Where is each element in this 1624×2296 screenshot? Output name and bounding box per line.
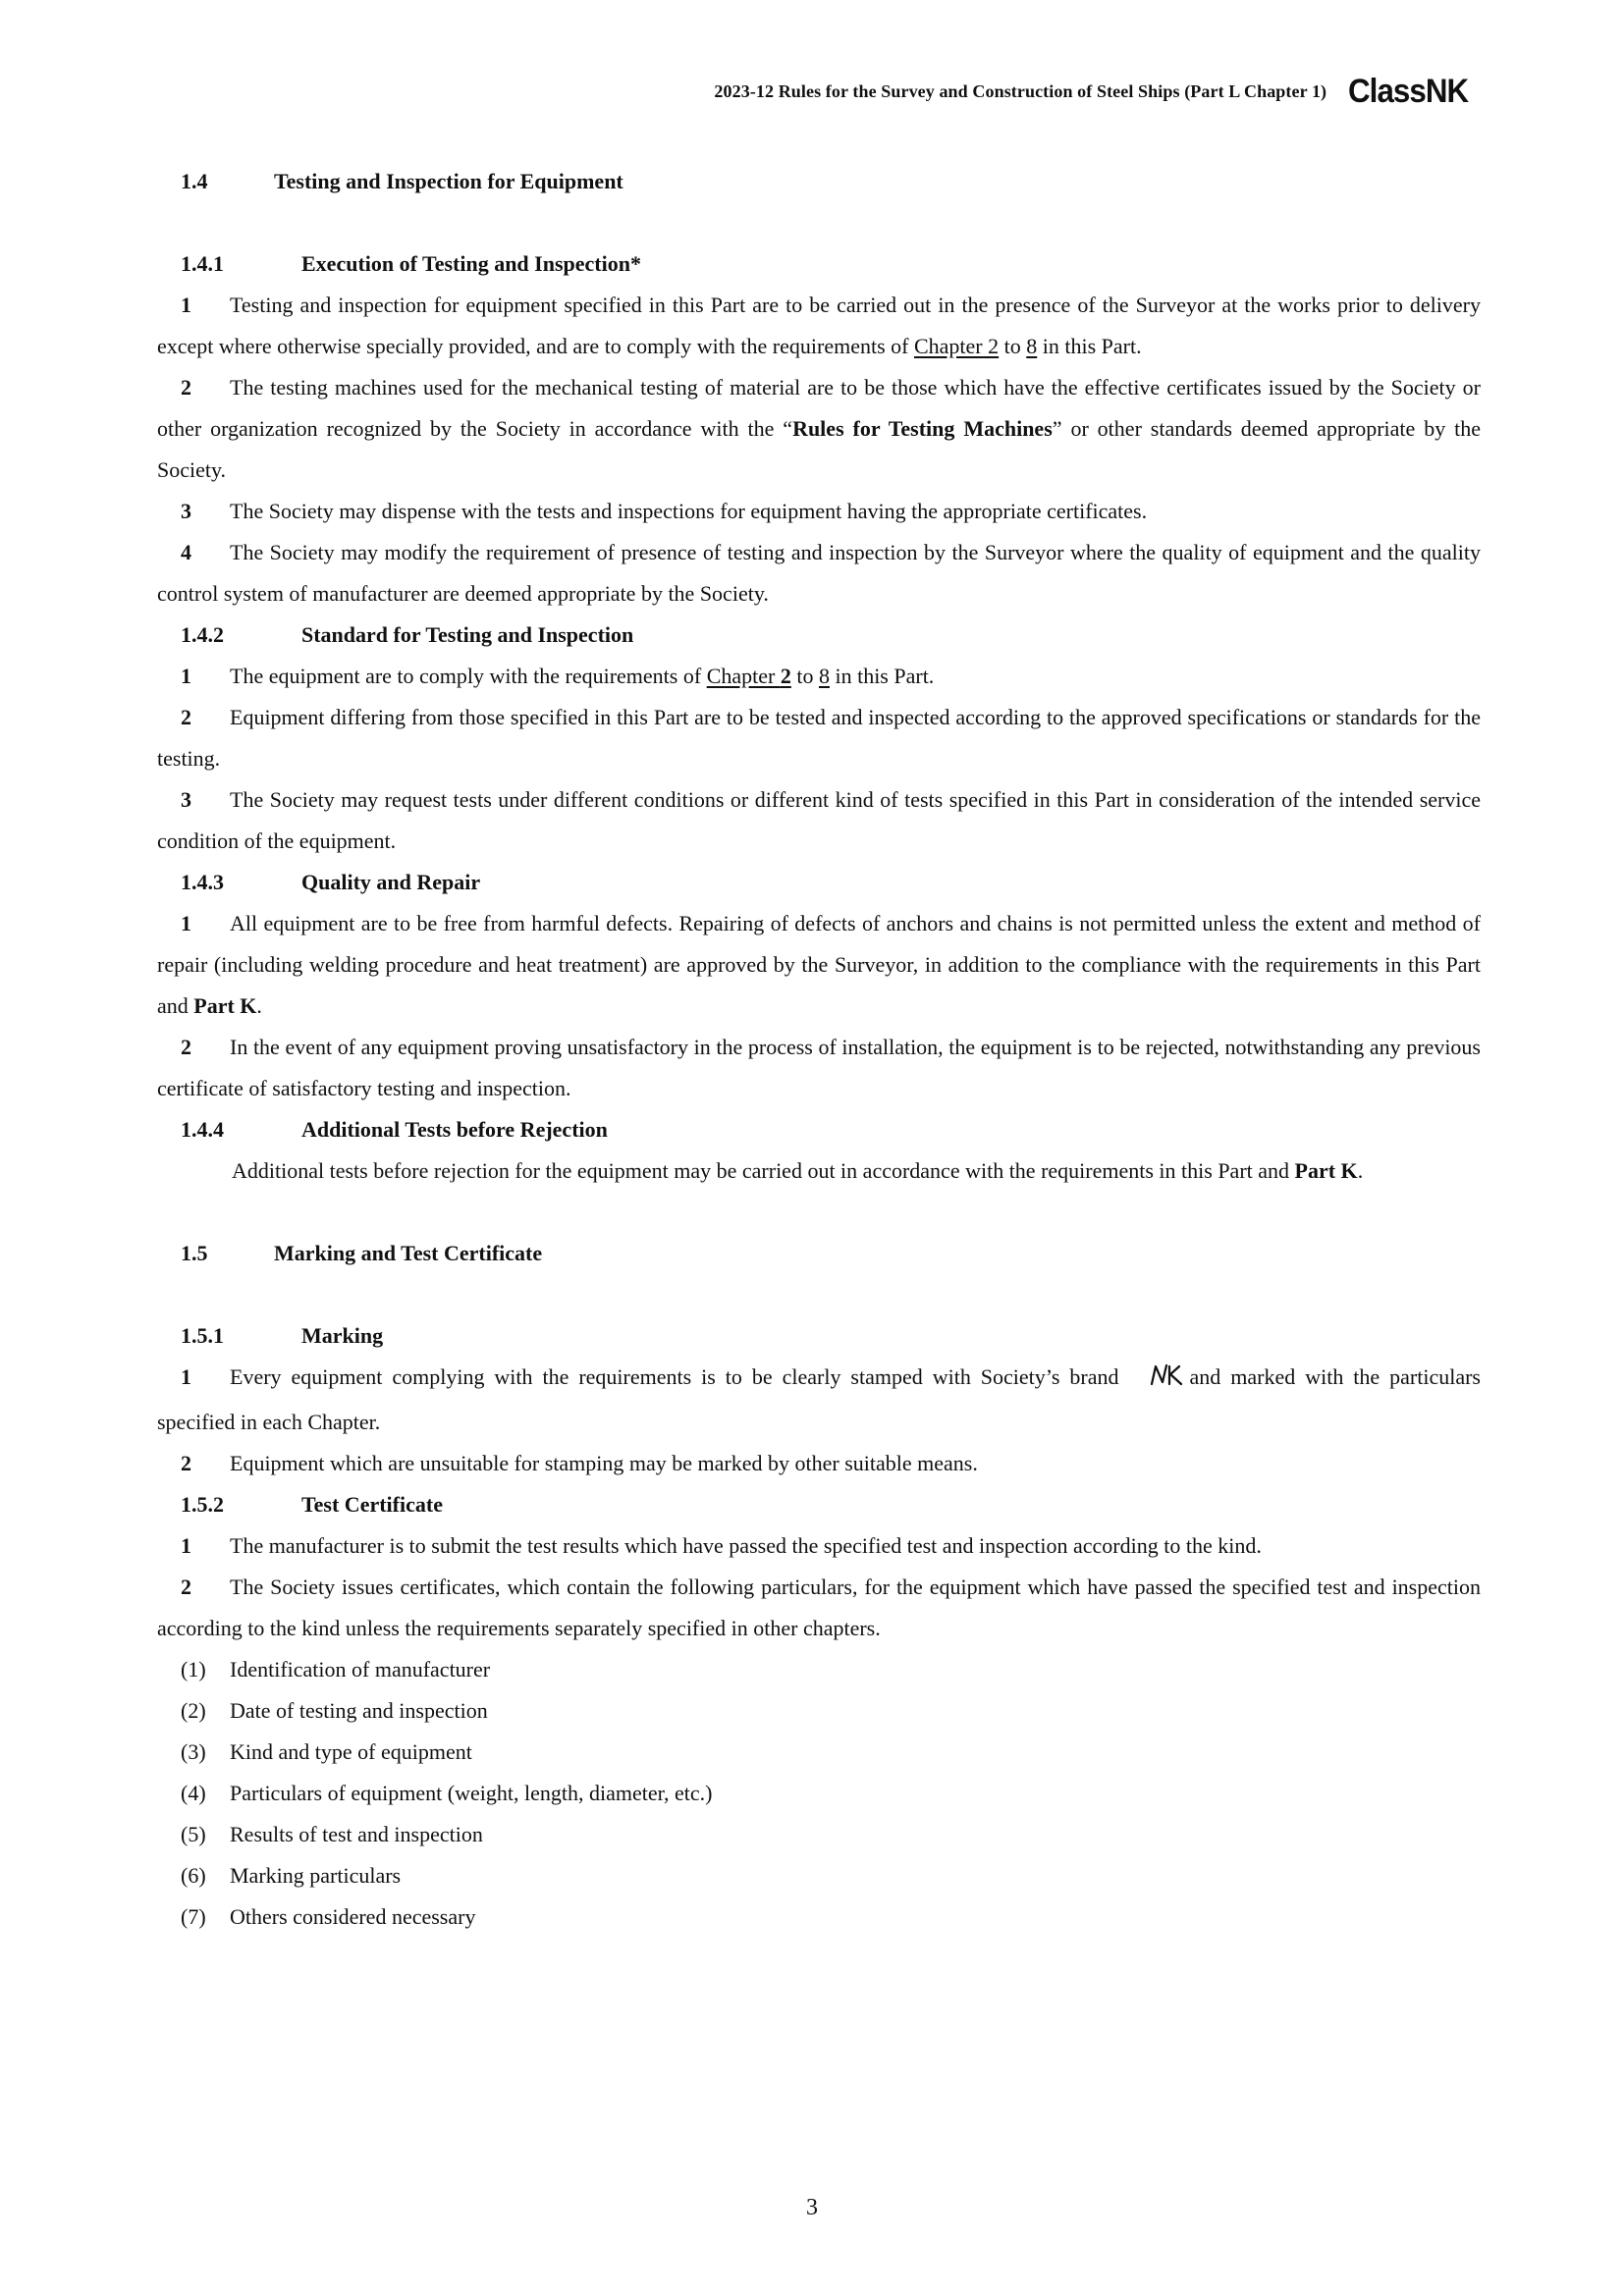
paragraph: 1 Testing and inspection for equipment specified in this Part are to be carried out in the presence of the Surveyor at the works prior to delivery except where otherwise specially provided, and are to comply with the requirements of Chapter 2 to 8 in this Part. <box>157 293 1481 358</box>
list-item: (4) Particulars of equipment (weight, length, diameter, etc.) <box>181 1781 713 1805</box>
paragraph: 2 The Society issues certificates, which contain the following particulars, for the equipment which have passed the specified test and inspection according to the kind unless the requirements separately specified in other chapters. <box>157 1575 1481 1640</box>
subsection-heading: 1.5.1 Marking <box>181 1323 384 1348</box>
paragraph: 1 Every equipment complying with the requirements is to be clearly stamped with Society’s brand and marked with the particulars specified in each Chapter. <box>157 1357 1481 1443</box>
chapter-link[interactable]: Chapter 2 <box>706 664 791 688</box>
particulars-list <box>157 1649 1481 1938</box>
running-title: 2023-12 Rules for the Survey and Construction of Steel Ships (Part L Chapter 1) <box>714 80 1327 101</box>
list-item: (3) Kind and type of equipment <box>181 1739 472 1764</box>
list-item: (7) Others considered necessary <box>181 1904 476 1929</box>
paragraph: 2 In the event of any equipment proving unsatisfactory in the process of installation, the equipment is to be rejected, notwithstanding any previous certificate of satisfactory testing and inspection. <box>157 1035 1481 1100</box>
paragraph: 1 The equipment are to comply with the requirements of Chapter 2 to 8 in this Part. <box>181 664 935 688</box>
subsection-heading: 1.4.3 Quality and Repair <box>181 870 481 894</box>
paragraph: 2 Equipment differing from those specified in this Part are to be tested and inspected according to the approved specifications or standards for the testing. <box>157 705 1481 771</box>
list-item: (6) Marking particulars <box>181 1863 402 1888</box>
page-number: 3 <box>806 2195 818 2220</box>
paragraph: 2 Equipment which are unsuitable for stamping may be marked by other suitable means. <box>181 1451 978 1475</box>
paragraph: 2 The testing machines used for the mechanical testing of material are to be those which have the effective certificates issued by the Society or other organization recognized by the Society in accordance with the “Rules for Testing Machines” or other standards deemed appropriate by the Society. <box>157 375 1482 482</box>
page-header <box>714 75 1479 108</box>
classnk-logo: ClassNK <box>1348 73 1469 110</box>
list-item: (2) Date of testing and inspection <box>181 1698 488 1723</box>
paragraph: 3 The Society may request tests under different conditions or different kind of tests specified in this Part in consideration of the intended service condition of the equipment. <box>157 787 1481 853</box>
chapter-link[interactable]: Chapter 2 <box>913 334 1000 358</box>
subsection-heading: 1.4.1 Execution of Testing and Inspection* <box>181 251 641 276</box>
paragraph: 1 All equipment are to be free from harmful defects. Repairing of defects of anchors and chains is not permitted unless the extent and method of repair (including welding procedure and heat treatment) are approved by the Surveyor, in addition to the compliance with the requirements in this Part and Part K. <box>157 911 1481 1018</box>
subsection-heading: 1.4.2 Standard for Testing and Inspection <box>181 622 634 647</box>
subsection-heading: 1.5.2 Test Certificate <box>181 1492 443 1517</box>
list-item: (1) Identification of manufacturer <box>181 1657 491 1682</box>
paragraph: 1 The manufacturer is to submit the test results which have passed the specified test and inspection according to the kind. <box>181 1533 1262 1558</box>
section-heading: 1.4 Testing and Inspection for Equipment <box>181 169 623 193</box>
chapter-link[interactable]: 8 <box>1026 334 1038 358</box>
paragraph: 4 The Society may modify the requirement of presence of testing and inspection by the Surveyor where the quality of equipment and the quality control system of manufacturer are deemed appropriate by the Society. <box>157 540 1481 606</box>
paragraph: 3 The Society may dispense with the tests and inspections for equipment having the appropriate certificates. <box>181 499 1148 523</box>
nk-brand-mark-icon <box>1125 1361 1184 1402</box>
document-body <box>157 161 1481 1938</box>
section-heading: 1.5 Marking and Test Certificate <box>181 1241 543 1265</box>
list-item: (5) Results of test and inspection <box>181 1822 483 1846</box>
chapter-link[interactable]: 8 <box>818 664 830 688</box>
subsection-heading: 1.4.4 Additional Tests before Rejection <box>181 1117 608 1142</box>
paragraph: Additional tests before rejection for the equipment may be carried out in accordance with the requirements in this Part and Part K. <box>232 1158 1364 1183</box>
